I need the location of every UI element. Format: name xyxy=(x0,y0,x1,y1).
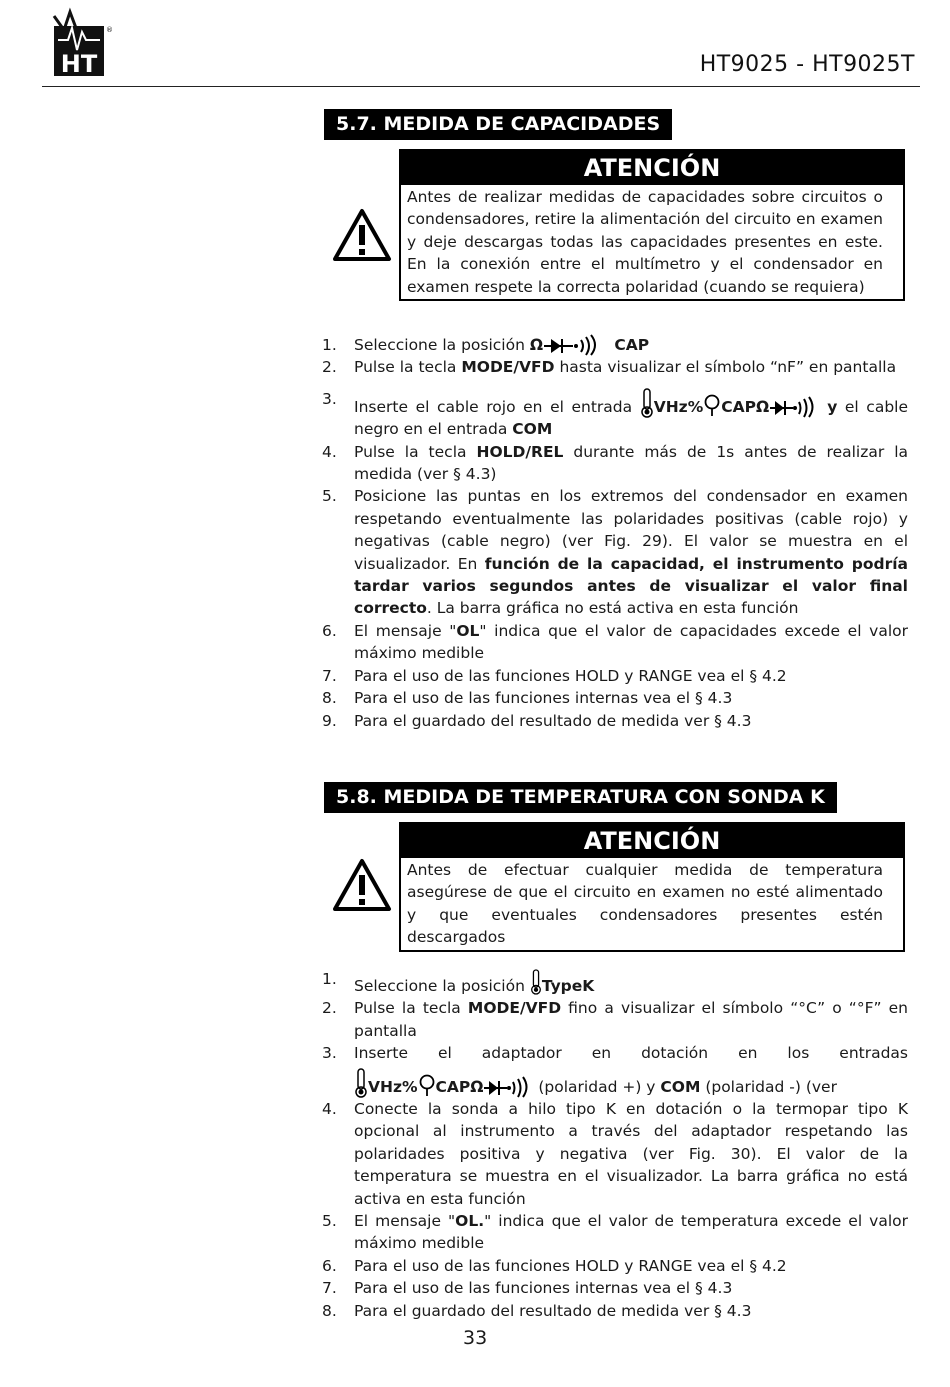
header-divider xyxy=(42,86,920,87)
list-item: 6. El mensaje "OL" indica que el valor de capacidades excede el valor máximo medible xyxy=(322,621,908,663)
warning-box-temperature xyxy=(399,822,905,952)
list-item: 1. Seleccione la posición Ω CAP xyxy=(322,336,650,354)
list-item: 4. Pulse la tecla HOLD/REL durante más de 1s antes de realizar la medida (ver § 4.3) xyxy=(322,442,908,484)
list-item: 7. Para el uso de las funciones HOLD y RANGE vea el § 4.2 xyxy=(322,666,787,685)
list-item: 6. Para el uso de las funciones HOLD y RANGE vea el § 4.2 xyxy=(322,1256,787,1275)
diode-buzzer-icon xyxy=(543,334,609,354)
diode-buzzer-icon xyxy=(769,396,819,416)
warning-title: ATENCIÓN xyxy=(401,824,903,858)
list-item: 2. Pulse la tecla MODE/VFD hasta visualizar el símbolo “nF” en pantalla xyxy=(322,358,897,377)
warning-triangle-icon xyxy=(332,858,392,912)
warning-triangle-icon xyxy=(332,208,392,262)
warning-text: Antes de efectuar cualquier medida de temperatura asegúrese de que el circuito en examen no esté alimentado y que eventuales condensadores presentes estén descargados xyxy=(407,861,883,947)
lamp-icon xyxy=(418,1074,436,1096)
thermometer-icon xyxy=(354,1068,368,1098)
list-item: 7. Para el uso de las funciones internas vea el § 4.3 xyxy=(322,1279,733,1298)
warning-title: ATENCIÓN xyxy=(401,151,903,185)
list-item: 2. Pulse la tecla MODE/VFD fino a visualizar el símbolo “°C” o “°F” en pantalla xyxy=(322,999,908,1040)
document-title: HT9025 - HT9025T xyxy=(699,52,915,77)
section-heading-temperature: 5.8. MEDIDA DE TEMPERATURA CON SONDA K xyxy=(324,782,837,813)
list-item: 5. Posicione las puntas en los extremos del condensador en examen respetando eventualmente las polaridades positivas (cable rojo) y negativas (cable negro) (ver Fig. 29). El valor se muestra en el visualizador. En función de la capacidad, el instrumento podría tardar varios segundos antes de visualizar el valor final correcto. La barra gráfica no está activa en esta función xyxy=(322,487,909,618)
page-number: 33 xyxy=(463,1327,488,1349)
list-item: 9. Para el guardado del resultado de medida ver § 4.3 xyxy=(322,711,752,730)
thermometer-icon xyxy=(530,968,542,996)
ht-logo xyxy=(50,10,113,78)
svg-text:®: ® xyxy=(106,26,113,34)
list-item: 8. Para el guardado del resultado de medida ver § 4.3 xyxy=(322,1301,752,1320)
capacitance-steps-list xyxy=(320,334,908,732)
section-heading-capacitance: 5.7. MEDIDA DE CAPACIDADES xyxy=(324,109,672,140)
warning-box-capacitance xyxy=(399,149,905,301)
thermometer-icon xyxy=(640,388,654,418)
list-item: 3. Inserte el adaptador en dotación en los entradas VHz% CAPΩ (polaridad +) y COM (polaridad -) (ver xyxy=(322,1044,908,1096)
list-item: 1. Seleccione la posición TypeK xyxy=(322,970,595,995)
list-item: 4. Conecte la sonda a hilo tipo K en dotación o la termopar tipo K opcional al instrumento a través del adaptador respetando las polaridades positiva y negativa (ver Fig. 30). El valor de la temperatura se muestra en el visualizador. La barra gráfica no está activa en esta función xyxy=(322,1100,908,1208)
list-item: 8. Para el uso de las funciones internas vea el § 4.3 xyxy=(322,689,733,708)
logo-text: HT xyxy=(60,50,98,78)
list-item: 3. Inserte el cable rojo en el entrada VHz% CAPΩ y el cable negro en el entrada COM xyxy=(322,389,909,439)
lamp-icon xyxy=(703,394,721,416)
list-item: 5. El mensaje "OL." indica que el valor de temperatura excede el valor máximo medible xyxy=(322,1212,908,1253)
diode-buzzer-icon xyxy=(483,1076,533,1096)
temperature-steps-list xyxy=(320,968,908,1322)
warning-text: Antes de realizar medidas de capacidades sobre circuitos o condensadores, retire la alimentación del circuito en examen y deje descargas todas las capacidades presentes en este. En la conexión entre el multímetro y el condensador en examen respete la correcta polaridad (cuando se requiera) xyxy=(407,188,883,296)
